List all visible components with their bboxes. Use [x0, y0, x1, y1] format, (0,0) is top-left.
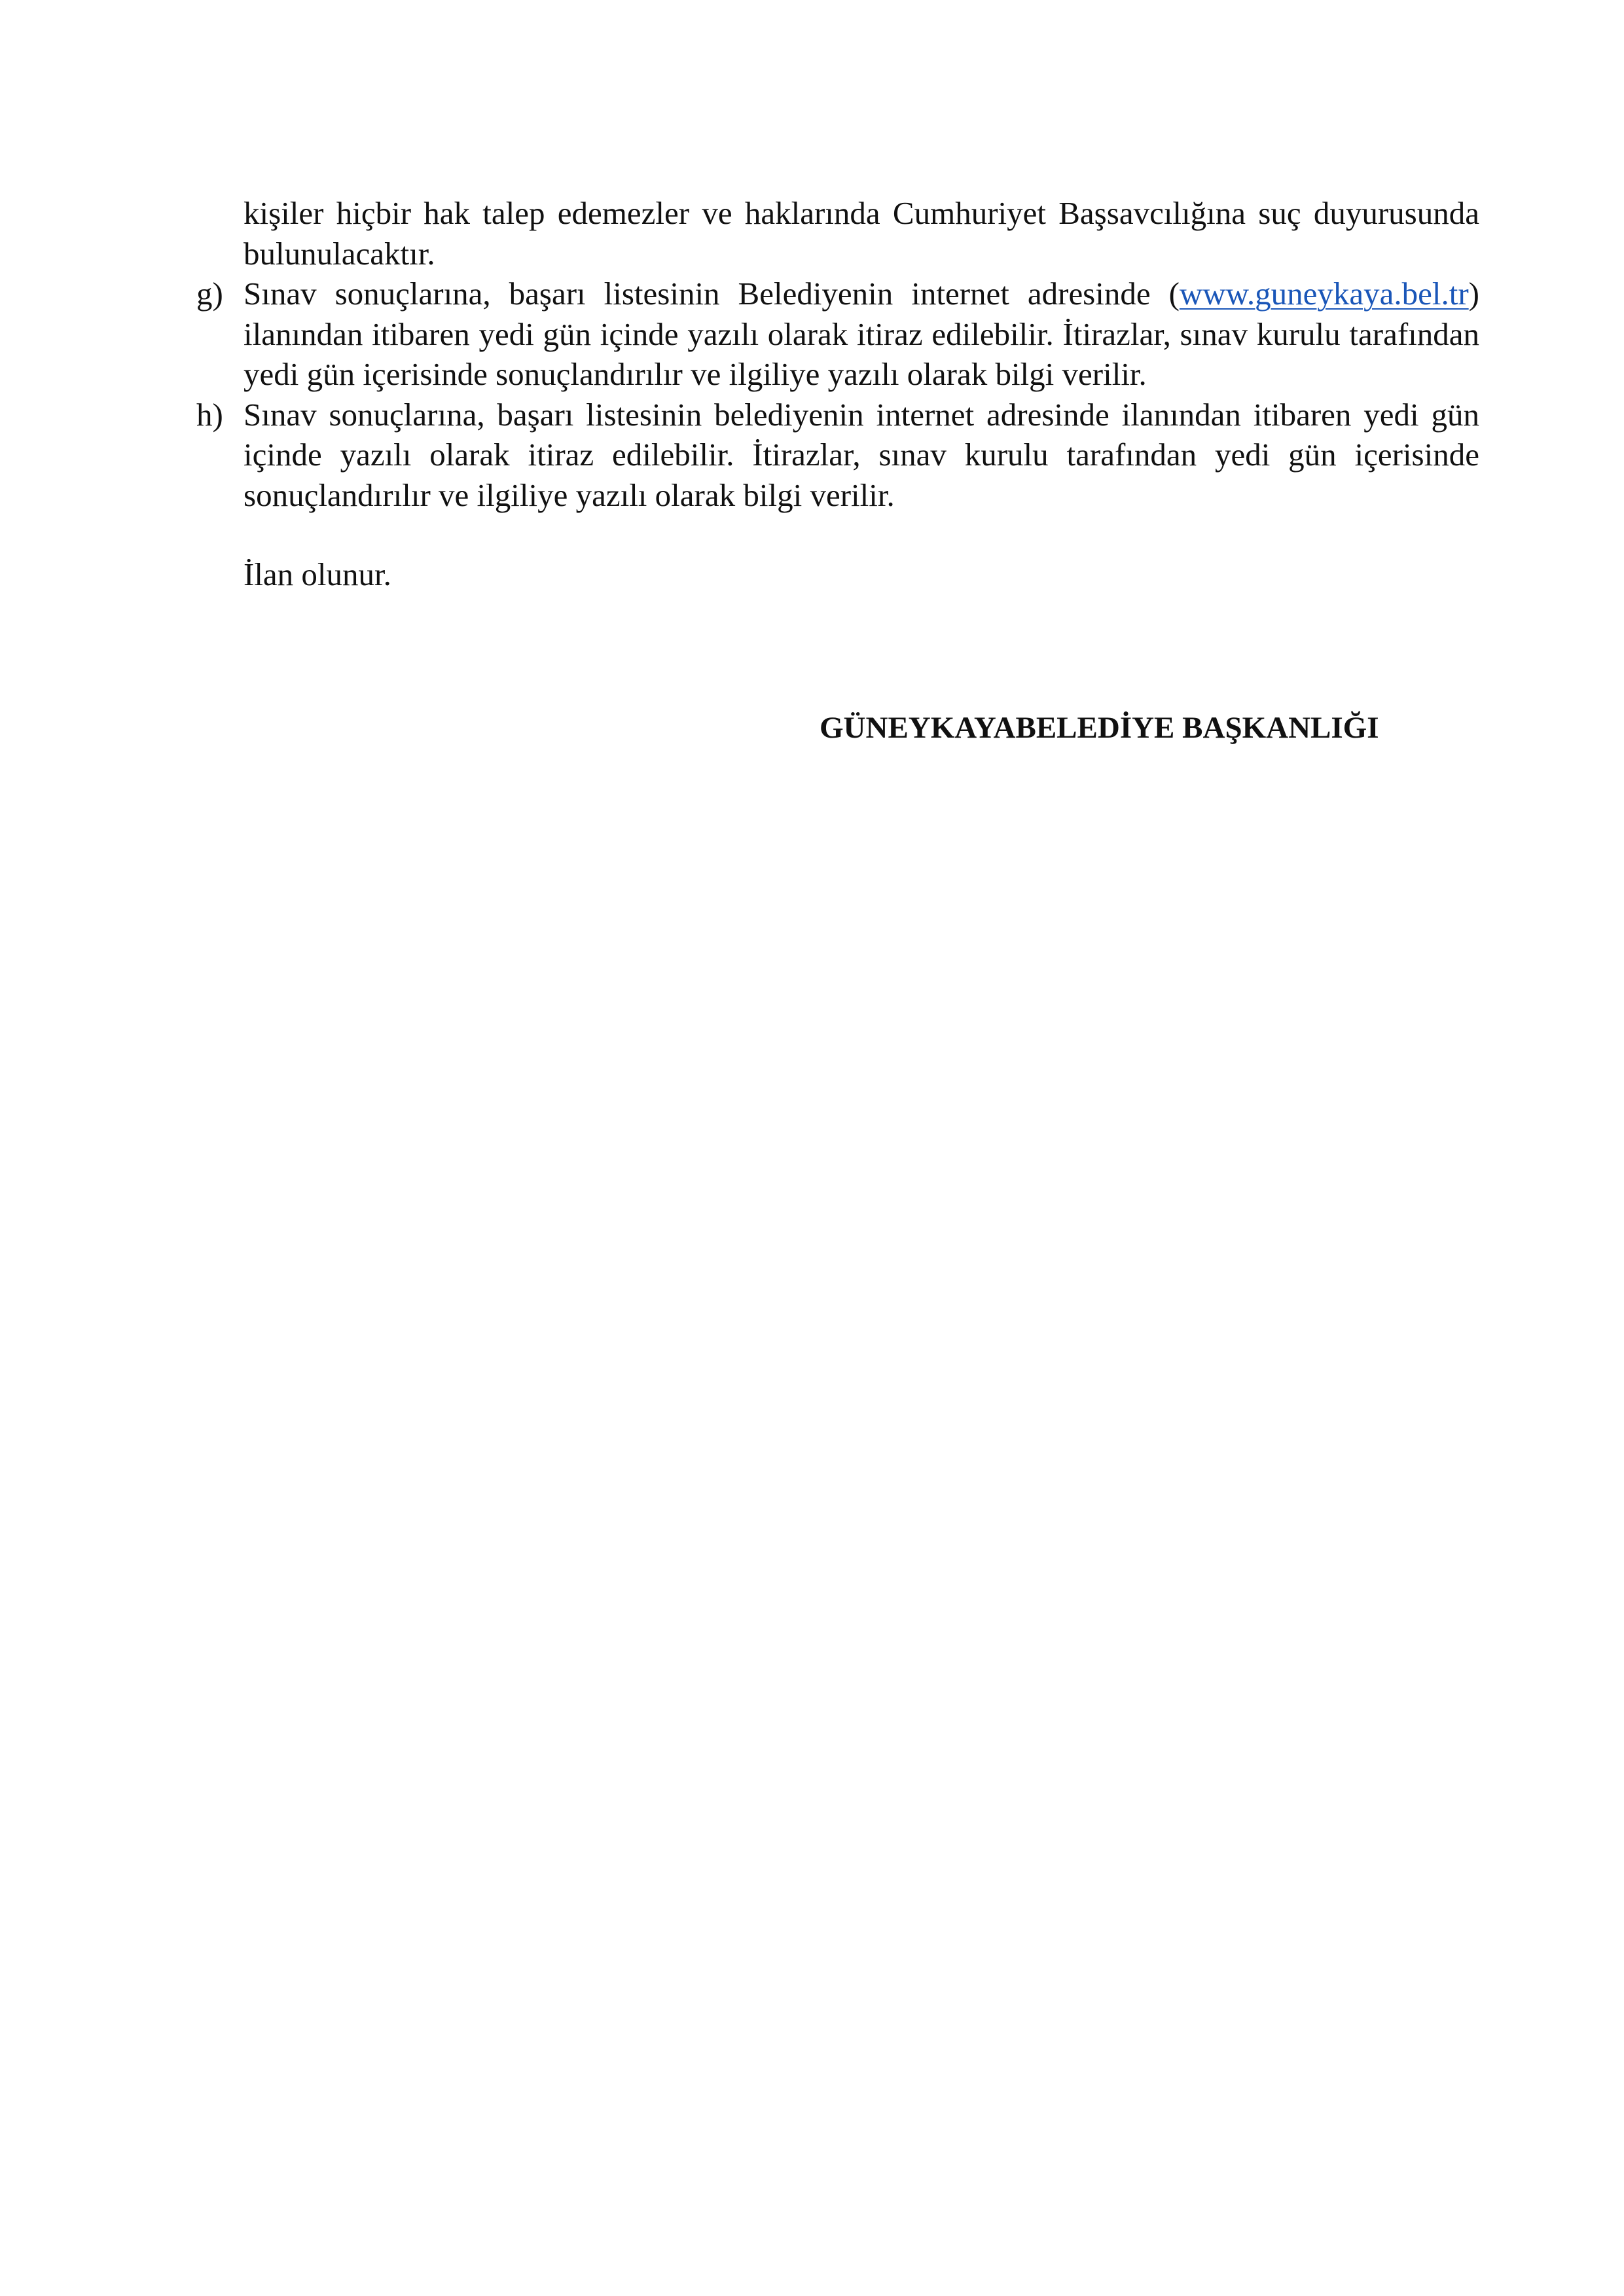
list-marker-h: h): [196, 396, 223, 433]
continuation-paragraph: [196, 193, 1479, 274]
website-link[interactable]: www.guneykaya.bel.tr: [1179, 276, 1469, 312]
signature-block: GÜNEYKAYABELEDİYE BAŞKANLIĞI: [820, 711, 1379, 745]
list-item-g-text: [244, 274, 1479, 395]
list-item-h-text: Sınav sonuçlarına, başarı listesinin belediyenin internet adresinde ilanından itibaren yedi gün içinde yazılı olarak itiraz edilebilir. İtirazlar, sınav kurulu tarafından yedi gün içerisinde sonuçlandırılır ve ilgiliye yazılı olarak bilgi verilir.: [244, 396, 1479, 513]
document-body: [196, 193, 1479, 515]
closing-line: İlan olunur.: [244, 556, 391, 592]
item-g-text-before-link: Sınav sonuçlarına, başarı listesinin Belediyenin internet adresinde (: [244, 276, 1180, 312]
continuation-text: kişiler hiçbir hak talep edemezler ve haklarında Cumhuriyet Başsavcılığına suç duyurusunda bulunulacaktır.: [244, 195, 1479, 272]
item-g-text-after-link: ) ilanından itibaren yedi gün içinde yazılı olarak itiraz edilebilir. İtirazlar, sınav kurulu tarafından yedi gün içerisinde sonuçlandırılır ve ilgiliye yazılı olarak bilgi verilir.: [244, 276, 1479, 392]
list-item-g: [196, 274, 1479, 395]
list-marker-g: g): [196, 276, 223, 312]
list-item-h: [196, 395, 1479, 516]
